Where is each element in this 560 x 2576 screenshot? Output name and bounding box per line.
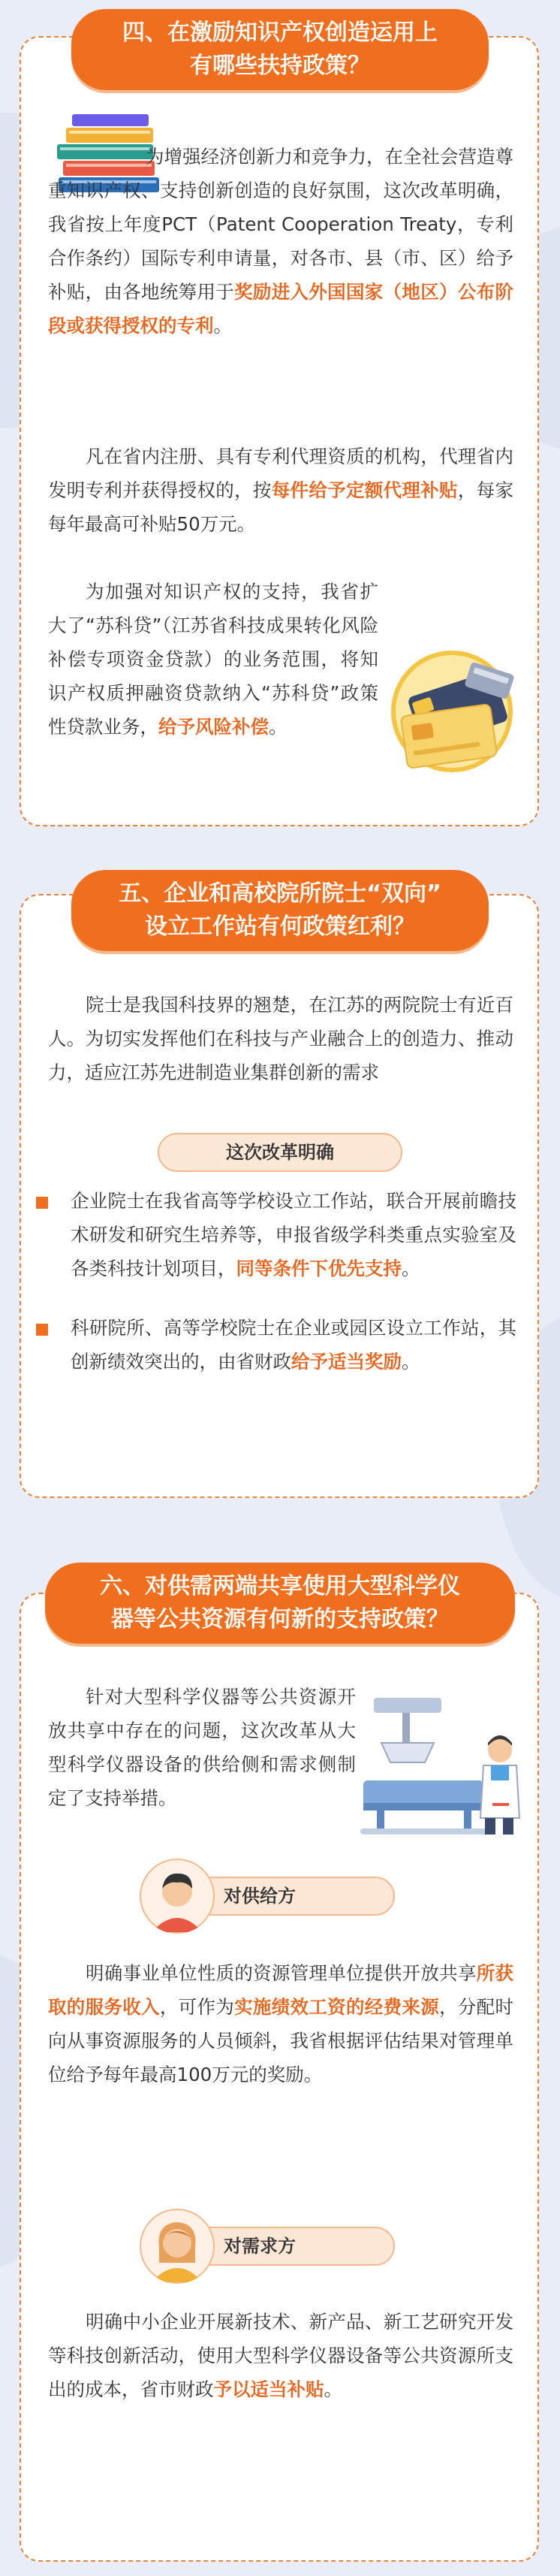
section5-title — [71, 870, 489, 951]
section5-bullet-2-marker — [36, 1324, 48, 1336]
section6-demand-paragraph — [48, 2305, 513, 2406]
section4-title-line2: 有哪些扶持政策？ — [190, 53, 370, 79]
supply-text-b: ，可作为 — [159, 1996, 235, 2018]
section4-p2-text-b: ，每家每年最高可补贴50万元。 — [48, 479, 513, 535]
supply-side-label: 对供给方 — [177, 1877, 395, 1916]
section5-b1-text-a: 企业院士在我省高等学校设立工作站，联合开展前瞻技术研发和研究生培养等，申报省级学科类重点实验室及各类科技计划项目， — [71, 1190, 516, 1279]
male-avatar-icon — [140, 1859, 215, 1934]
section6-supply-paragraph — [48, 1956, 513, 2091]
section6-intro — [48, 1680, 356, 1815]
section5-b2-text-b: 。 — [402, 1351, 420, 1373]
demand-side-label: 对需求方 — [177, 2227, 395, 2266]
section6-title-line2: 器等公共资源有何新的支持政策？ — [111, 1606, 449, 1632]
section4-p1-text-a: 为增强经济创新力和竞争力，在全社会营造尊重知识产权、支持创新创造的良好氛围，这次改革明确，我省按上年度PCT（Patent Cooperation Treaty，专利合作条约）国际专利申请量，对各市、县（市、区）给予补贴，由各地统筹用于 — [48, 146, 513, 303]
section4-p3-text-a: 为加强对知识产权的支持，我省扩大了“苏科贷”（江苏省科技成果转化风险补偿专项资金贷款）的业务范围，将知识产权质押融资贷款纳入“苏科贷”政策性贷款业务， — [48, 581, 378, 738]
section5-b1-highlight: 同等条件下优先支持 — [236, 1258, 402, 1279]
supply-highlight-2: 实施绩效工资的经费来源 — [234, 1996, 440, 2018]
supply-highlight-1: 所获取的服务收入 — [48, 1962, 513, 2018]
supply-text-a: 明确事业单位性质的资源管理单位提供开放共享 — [86, 1962, 477, 1984]
bank-card-icon — [383, 642, 525, 774]
section4-p3-highlight: 给予风险补偿 — [158, 716, 269, 738]
section4-title — [71, 9, 489, 90]
section6-title-line1: 六、对供需两端共享使用大型科学仪 — [100, 1573, 460, 1599]
section4-paragraph-1 — [48, 140, 513, 343]
section4-p1-text-b: 。 — [213, 315, 232, 337]
section5-title-line2: 设立工作站有何政策红利？ — [145, 914, 415, 940]
section5-b2-highlight: 给予适当奖励 — [291, 1351, 402, 1373]
section5-bullet-1 — [71, 1184, 516, 1285]
supply-text-c: ，分配时向从事资源服务的人员倾斜，我省根据评估结果对管理单位给予每年最高100万元的奖励。 — [48, 1996, 513, 2085]
section4-p3-text-b: 。 — [269, 716, 288, 738]
section5-b1-text-b: 。 — [402, 1258, 420, 1279]
demand-text-a: 明确中小企业开展新技术、新产品、新工艺研究开发等科技创新活动，使用大型科学仪器设备等公共资源所支出的成本，省市财政 — [48, 2311, 513, 2400]
section4-p2-text-a: 凡在省内注册、具有专利代理资质的机构，代理省内发明专利并获得授权的，按 — [48, 445, 513, 501]
section6-intro-text: 针对大型科学仪器等公共资源开放共享中存在的问题，这次改革从大型科学仪器设备的供给侧和需求侧制定了支持举措。 — [48, 1686, 356, 1809]
demand-highlight: 予以适当补贴 — [213, 2378, 324, 2400]
section4-paragraph-3 — [48, 575, 378, 744]
demand-text-b: 。 — [324, 2378, 342, 2400]
female-avatar-icon — [140, 2209, 215, 2284]
section5-title-line1: 五、企业和高校院所院士“双向” — [119, 880, 441, 907]
section4-paragraph-2 — [48, 439, 513, 541]
lab-instrument-icon — [359, 1690, 531, 1841]
section5-bullet-1-marker — [36, 1197, 48, 1209]
section4-p1-highlight: 奖励进入外国国家（地区）公布阶段或获得授权的专利 — [48, 281, 513, 337]
section6-title — [45, 1563, 515, 1644]
section5-intro — [48, 988, 513, 1089]
section5-intro-text: 院士是我国科技界的翘楚，在江苏的两院院士有近百人。为切实发挥他们在科技与产业融合上的创造力、推动力，适应江苏先进制造业集群创新的需求 — [48, 994, 513, 1083]
section4-title-line1: 四、在激励知识产权创造运用上 — [122, 20, 438, 46]
section5-b2-text-a: 科研院所、高等学校院士在企业或园区设立工作站，其创新绩效突出的，由省财政 — [71, 1317, 516, 1373]
section4-p2-highlight: 每件给予定额代理补贴 — [271, 479, 458, 501]
section5-reform-label: 这次改革明确 — [158, 1133, 402, 1172]
section5-bullet-2 — [71, 1311, 516, 1379]
